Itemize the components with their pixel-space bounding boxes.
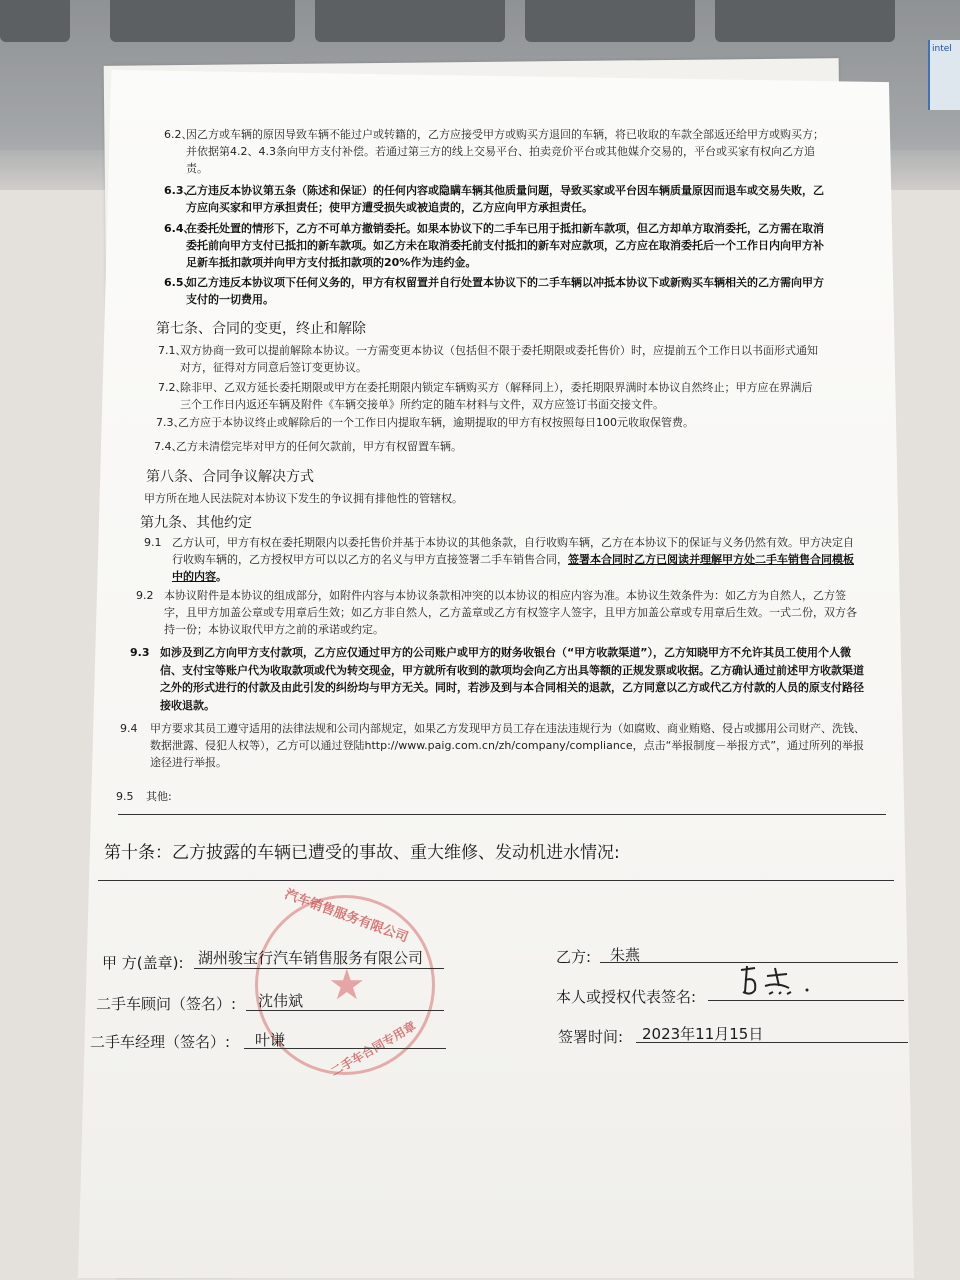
consultant-value: 沈伟斌 [258,992,304,1010]
party-b-label: 乙方: [556,948,592,966]
clause-6-4: 6.4、 在委托处置的情形下，乙方不可单方撤销委托。如果本协议下的二手车已用于抵扣新车款项，但乙方却单方取消委托，乙方需在取消委托前向甲方支付已抵扣的新车款项。如乙方未在取消委托前支付抵扣的新车对应款项，乙方应在取消委托后一个工作日内向甲方补足新车抵扣款项并向甲方支付抵扣款项的20%作为违约金。 [164,222,824,269]
clause-9-4: 9.4 甲方要求其员工遵守适用的法律法规和公司内部规定，如果乙方发现甲方员工存在违法违规行为（如腐败、商业贿赂、侵占或挪用公司财产、洗钱、数据泄露、侵犯人权等），乙方可以通过登陆http://www.paig.com.cn/zh/company/compliance，点击“举报制度－举报方式”，通过所列的举报途径进行举报。 [120,722,865,769]
rep-label: 本人或授权代表签名: [556,988,697,1006]
clause-9-2: 9.2 本协议附件是本协议的组成部分，如附件内容与本协议条款相冲突的以本协议的相应内容为准。本协议生效条件为：如乙方为自然人，乙方签字，且甲方加盖公章或专用章后生效；如乙方非自然人，乙方盖章或乙方有权签字人签字，且甲方加盖公章或专用章后生效。一式二份，双方各持一份；本协议取代甲方之前的承诺或约定。 [136,589,857,636]
handwritten-signature [735,962,825,1002]
clause-6-2: 6.2、 因乙方或车辆的原因导致车辆不能过户或转籍的，乙方应接受甲方或购买方退回的车辆，将已收取的车款全部返还给甲方或购买方；并依据第4.2、4.3条向甲方支付补偿。若通过第三方的线上交易平台、拍卖竞价平台或其他媒介交易的，平台或买家有权向乙方追责。 [164,128,824,175]
manager-label: 二手车经理（签名）: [90,1033,231,1051]
date-value: 2023年11月15日 [642,1025,764,1043]
intel-sticker: intel [928,40,960,110]
section-8-title: 第八条、合同争议解决方式 [146,469,314,485]
section-10-title: 第十条：乙方披露的车辆已遭受的事故、重大维修、发动机进水情况: [104,843,620,863]
seal-text-bottom: 二手车合同专用章 [328,1018,419,1079]
clause-6-5: 6.5、 如乙方违反本协议项下任何义务的，甲方有权留置并自行处置本协议下的二手车辆以冲抵本协议下或新购买车辆相关的乙方需向甲方支付的一切费用。 [164,276,824,306]
clause-7-3: 7.3、 乙方应于本协议终止或解除后的一个工作日内提取车辆，逾期提取的甲方有权按照每日100元收取保管费。 [156,416,694,429]
consultant-label: 二手车顾问（签名）: [96,995,237,1013]
other-terms-line [118,814,886,815]
section-9-title: 第九条、其他约定 [140,515,252,531]
clause-7-1: 7.1、 双方协商一致可以提前解除本协议。一方需变更本协议（包括但不限于委托期限或委托售价）时，应提前五个工作日以书面形式通知对方，征得对方同意后签订变更协议。 [158,344,818,374]
party-b-value: 朱燕 [610,946,641,964]
clause-7-2: 7.2、 除非甲、乙双方延长委托期限或甲方在委托期限内锁定车辆购买方（解释同上），委托期限界满时本协议自然终止；甲方应在界满后三个工作日内返还车辆及附件《车辆交接单》所约定的随车材料与文件，双方应签订书面交接文件。 [158,381,813,411]
section-7-title: 第七条、合同的变更，终止和解除 [156,321,366,337]
seal-star-icon: ★ [328,960,366,1009]
clause-9-3: 9.3 如涉及到乙方向甲方支付款项，乙方应仅通过甲方的公司账户或甲方的财务收银台（“甲方收款渠道”），乙方知晓甲方不允许其员工使用个人微信、支付宝等账户代为收取款项或代为转交现金，甲方就所有收到的款项均会向乙方出具等额的正规发票或收据。乙方确认通过前述甲方收款渠道之外的形式进行的付款及由此引发的纠纷均与甲方无关。同时，若涉及到与本合同相关的退款，乙方同意以乙方或代乙方付款的人员的原支付路径接收退款。 [130,646,864,712]
clause-9-5: 9.5 其他: [116,790,172,803]
clause-6-3: 6.3、 乙方违反本协议第五条（陈述和保证）的任何内容或隐瞒车辆其他质量问题，导致买家或平台因车辆质量原因而退车或交易失败，乙方应向买家和甲方承担责任；使甲方遭受损失或被追责的，乙方应向甲方承担责任。 [164,184,824,214]
seal-text-top: 汽车销售服务有限公司 [282,887,410,946]
manager-value: 叶谦 [255,1031,286,1049]
clause-9-1-emphasis: 签署本合同时乙方已阅读并理解甲方处二手车销售合同模板中的内容 [172,553,854,583]
section-8-text: 甲方所在地人民法院对本协议下发生的争议拥有排他性的管辖权。 [144,492,463,505]
clause-7-4: 7.4、 乙方未清偿完毕对甲方的任何欠款前，甲方有权留置车辆。 [154,440,462,453]
clause-9-1: 9.1 乙方认可，甲方有权在委托期限内以委托售价并基于本协议的其他条款，自行收购车辆，乙方在本协议下的保证与义务仍然有效。甲方决定自行收购车辆的，乙方授权甲方可以以乙方的名义与甲方直接签署二手车销售合同，签署本合同时乙方已阅读并理解甲方处二手车销售合同模板中的内容。 [144,536,854,583]
disclosure-line [98,880,894,881]
party-a-value: 湖州骏宝行汽车销售服务有限公司 [198,949,424,967]
party-a-label: 甲 方(盖章): [102,954,184,972]
date-label: 签署时间: [558,1028,624,1046]
